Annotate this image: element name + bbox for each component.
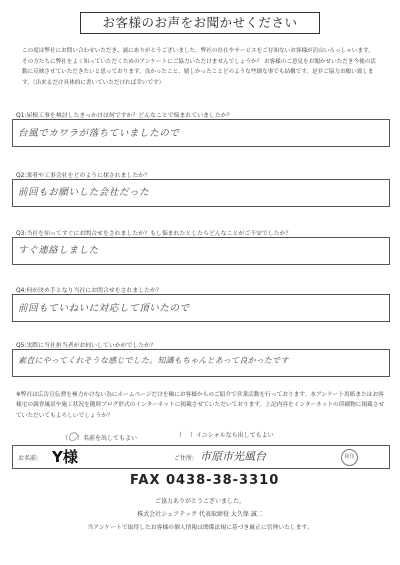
intro-text: この度は弊社にお問い合わせいただき、誠にありがとうございました。弊社の存在やサービスをご存知ないお客様が沢山いらっしゃいます。その方たちに弊社をよく知っていただくためのアンケートにご協力いただけませんでしょうか？ お客様のご意見をお聞かせいただき今後の活動に反映させていただきたいと思っております。良かったこと、嬉しかったことどのような些細な事でも結構です。是非ご協力お願い致します。（出来るだけ具体的に書いていただければ幸いです） xyxy=(22,48,376,86)
question-1-answer: 台風でカワラが落ちていましたので xyxy=(18,128,180,139)
name-value[interactable]: Y様 xyxy=(52,448,78,466)
question-3-label: Q3:当社を知ってすぐにお問合せをされましたか？もし悩まれたとしたらどんなことがご不安でしたか？ xyxy=(16,231,292,237)
option-name-ok-label: 名前を出してもよい xyxy=(83,435,138,442)
page-title: お客様のお声をお聞かせください xyxy=(80,12,320,34)
thanks-text: ご協力ありがとうございました。 xyxy=(154,498,245,505)
question-2-label: Q2:業者や工事会社をどのように探されましたか？ xyxy=(16,173,151,179)
name-label: お名前: xyxy=(18,455,39,462)
option-initial-ok-label: イニシャルなら出してもよい xyxy=(196,432,274,439)
stamp-seal: 検印 xyxy=(341,449,358,466)
address-label: ご住所: xyxy=(174,455,195,462)
question-2-answer: 前回もお願いした会社だった xyxy=(18,187,150,198)
question-3-answer: すぐ連絡しました xyxy=(18,245,99,256)
question-5-label: Q5:実際に当社担当者がお伺いしていかがでしたか？ xyxy=(16,343,156,349)
question-4-label: Q4:何が決め手となり当社にお問合せをされましたか？ xyxy=(16,288,162,294)
fax-number: FAX 0438-38-3310 xyxy=(130,473,280,488)
address-value[interactable]: 市原市光風台 xyxy=(200,450,266,463)
option-name-ok[interactable]: （〇）名前を出してもよい xyxy=(62,433,138,443)
publication-consent-note: ※弊社は広告宣伝費を極力かけない為にホームページだけを軸にお客様からのご紹介で営業活動を行っております。本アンケート用紙またはお客様宅の調査風景や施工状況を随時ブログ形式のインターネットに掲載させていただいております。上記内容をインターネットの印刷物に掲載させていただいてもよろしいでしょうか？ xyxy=(16,392,385,419)
company-text: 株式会社シェアテック 代表取締役 大久保 誠二 xyxy=(137,511,263,518)
question-4-answer: 前回もていねいに対応して頂いたので xyxy=(18,303,190,314)
option-initial-ok[interactable]: （ ）イニシャルなら出してもよい xyxy=(176,432,274,439)
privacy-text: 当アンケートで取得したお客様の個人情報は関係法規に基づき厳正に管理いたします。 xyxy=(87,525,313,531)
option-name-ok-mark: 〇 xyxy=(68,433,78,443)
question-1-label: Q1:屋根工事を検討したきっかけは何ですか？どんなことで悩まれていましたか？ xyxy=(16,113,233,119)
question-5-answer: 素直にやってくれそうな感じでした。知識もちゃんとあって良かったです xyxy=(18,356,289,365)
